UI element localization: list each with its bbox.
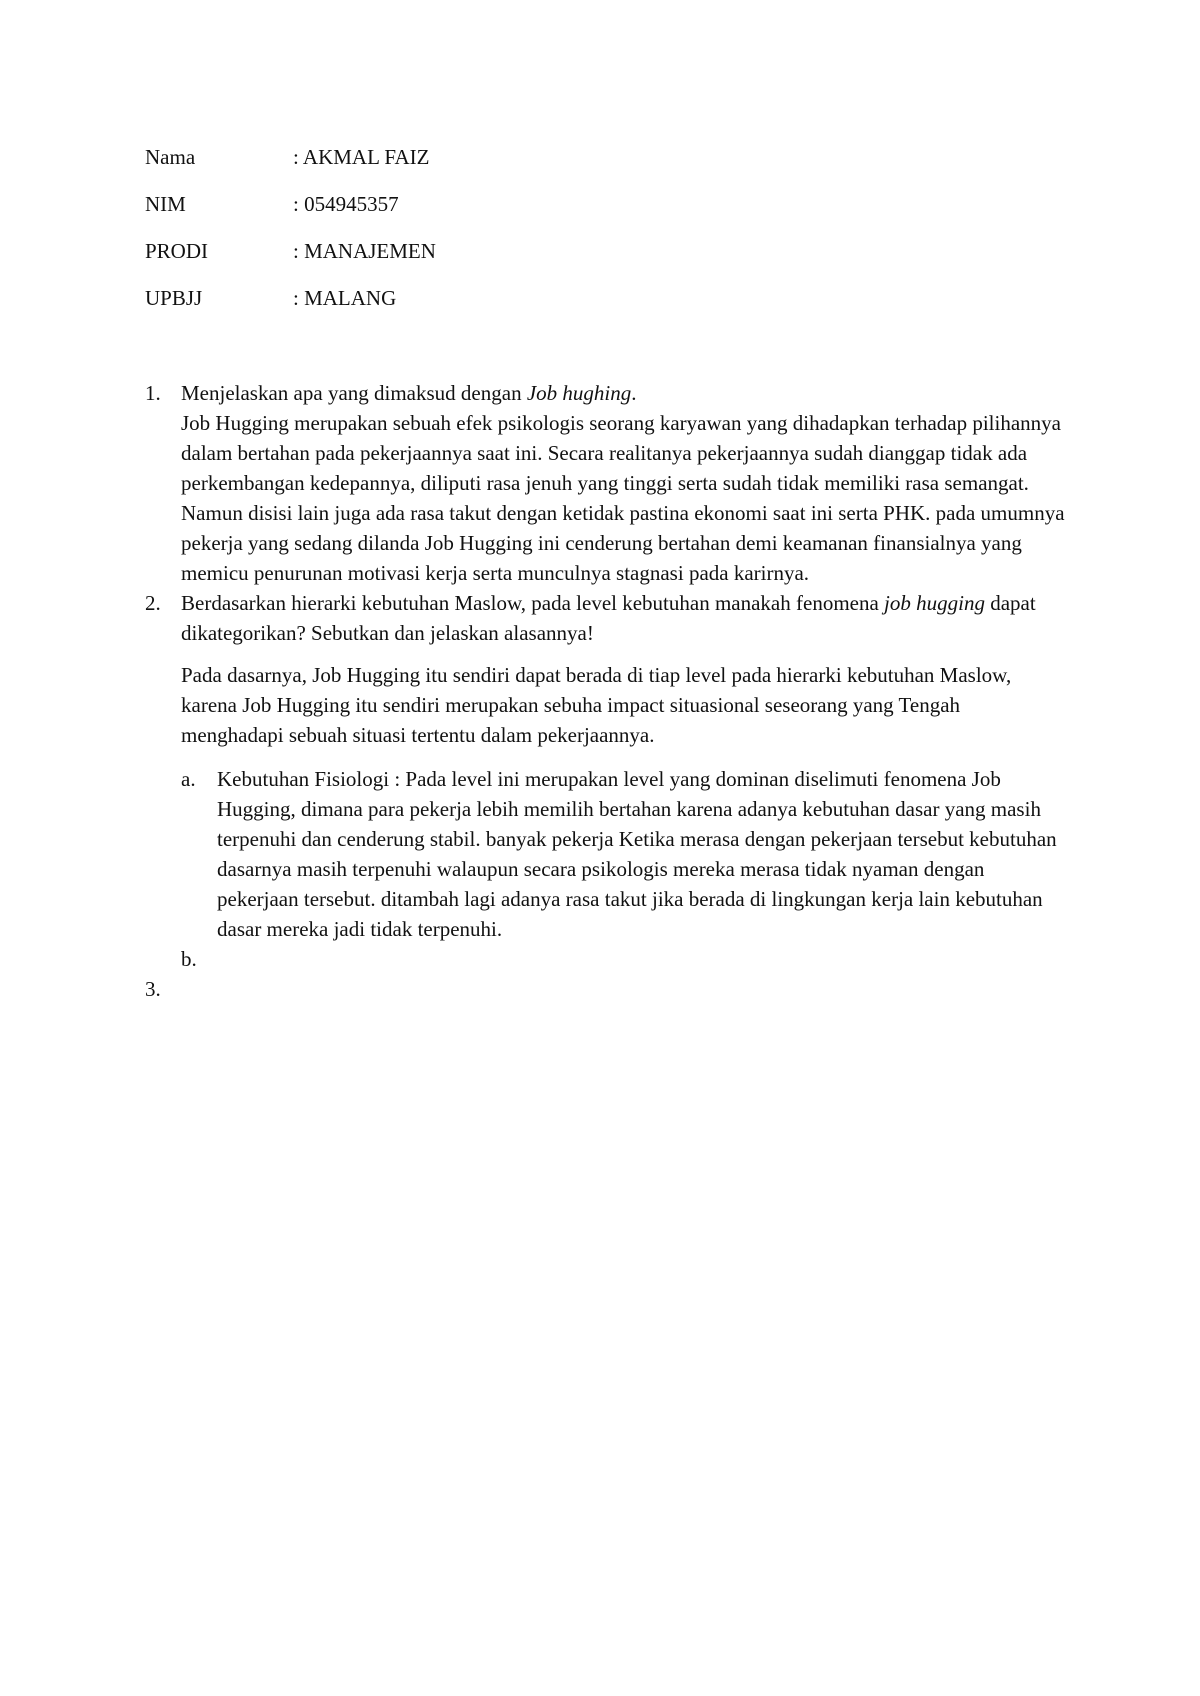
identity-label: Nama	[145, 145, 196, 169]
question-prompt	[181, 588, 1065, 648]
sub-answer-letter: a.	[181, 767, 196, 791]
sub-answer-text: Kebutuhan Fisiologi : Pada level ini merupakan level yang dominan diselimuti fenomena Job Hugging, dimana para pekerja lebih memilih bertahan karena adanya kebutuhan dasar yang masih terpenuhi dan cenderung stabil. banyak pekerja Ketika merasa dengan pekerjaan tersebut kebutuhan dasarnya masih terpenuhi walaupun secara psikologis mereka merasa tidak nyaman dengan pekerjaan tersebut. ditambah lagi adanya rasa takut jika berada di lingkungan kerja lain kebutuhan dasar mereka jadi tidak terpenuhi.	[217, 767, 1057, 941]
sub-answer-letter: b.	[181, 947, 197, 971]
prompt-italic-term: Job hughing	[526, 381, 632, 405]
answer-paragraph: Job Hugging merupakan sebuah efek psikologis seorang karyawan yang dihadapkan terhadap pilihannya dalam bertahan pada pekerjaannya saat ini. Secara realitanya pekerjaannya sudah dianggap tidak ada perkembangan kedepannya, diliputi rasa jenuh yang tinggi serta sudah tidak memiliki rasa semangat. Namun disisi lain juga ada rasa takut dengan ketidak pastina ekonomi saat ini serta PHK. pada umumnya pekerja yang sedang dilanda Job Hugging ini cenderung bertahan demi keamanan finansialnya yang memicu penurunan motivasi kerja serta munculnya stagnasi pada karirnya.	[181, 411, 1065, 585]
identity-value: : MANAJEMEN	[293, 239, 436, 263]
prompt-text: Berdasarkan hierarki kebutuhan Maslow, pada level kebutuhan manakah fenomena	[181, 591, 885, 615]
question-number: 2.	[145, 591, 161, 615]
identity-label: PRODI	[145, 239, 209, 263]
sub-answer-a	[181, 764, 1065, 944]
question-list	[145, 378, 1065, 1004]
sub-answer-b	[181, 944, 1065, 974]
sub-answer-list	[181, 764, 1065, 974]
prompt-suffix: .	[631, 381, 637, 405]
prompt-suffix: dapat dikategorikan? Sebutkan dan jelaskan alasannya!	[181, 591, 1036, 645]
identity-label: UPBJJ	[145, 286, 203, 310]
identity-row-nama	[145, 145, 436, 192]
identity-value: : MALANG	[293, 286, 397, 310]
prompt-italic-term: job hugging	[884, 591, 985, 615]
identity-row-upbjj	[145, 286, 436, 333]
question-item-2	[145, 588, 1065, 974]
question-number: 1.	[145, 381, 161, 405]
question-number: 3.	[145, 977, 161, 1001]
question-item-3	[145, 974, 1065, 1004]
identity-block	[145, 145, 436, 333]
identity-label: NIM	[145, 192, 186, 216]
identity-value: : AKMAL FAIZ	[293, 145, 430, 169]
prompt-text: Menjelaskan apa yang dimaksud dengan	[181, 381, 527, 405]
identity-value: : 054945357	[293, 192, 399, 216]
question-prompt	[181, 378, 1065, 408]
identity-row-nim	[145, 192, 436, 239]
answer-paragraph: Pada dasarnya, Job Hugging itu sendiri dapat berada di tiap level pada hierarki kebutuhan Maslow, karena Job Hugging itu sendiri merupakan sebuha impact situasional seseorang yang Tengah menghadapi sebuah situasi tertentu dalam pekerjaannya.	[181, 663, 1012, 747]
identity-row-prodi	[145, 239, 436, 286]
question-item-1	[145, 378, 1065, 588]
